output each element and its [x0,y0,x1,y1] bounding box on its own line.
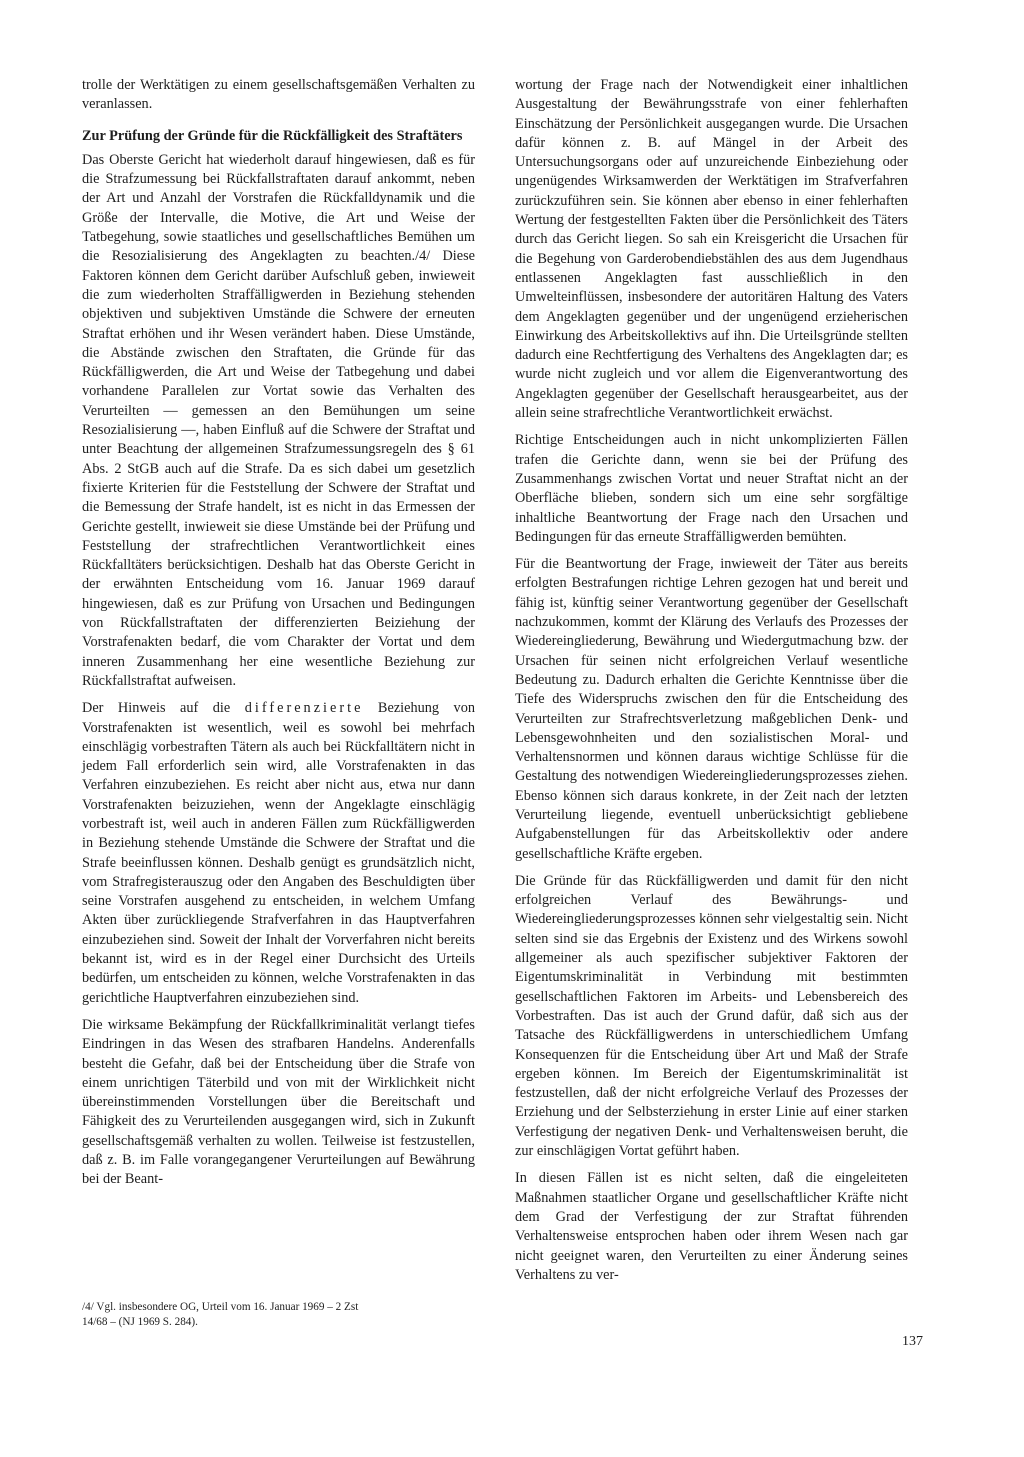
spaced-emphasis: differenzierte [244,700,364,717]
paragraph-verlauf-wiedereingliederung: Für die Beantwortung der Frage, inwieweit der Täter aus bereits erfolgten Bestrafungen richtige Lehren gezogen hat und bereit und fähig ist, künftig seiner Verantwortung gegenüber der Gesellschaft nachzukommen, kommt der Klärung des Verlaufs des Prozesses der Wiedereingliederung, Bewährung und Wiedergutmachung bzw. der Ursachen für seinen nicht erfolgreichen Verlauf wesentliche Bedeutung zu. Dadurch erhalten die Gerichte Kenntnisse über die Tiefe des Widerspruchs zwischen den für die Entscheidung des Verurteilten zur Strafrechtsverletzung maßgeblichen Denk- und Lebensgewohnheiten und den sozialistischen Moral- und Verhaltensnormen und können daraus wichtige Schlüsse für die Gestaltung des notwendigen Wiedereingliederungsprozesses ziehen. Ebenso können sich daraus konkrete, in der Zeit nach der letzten Verurteilung liegende, eventuell unberücksichtigt gebliebene Aufgabenstellungen für das Arbeitskollektiv oder andere gesellschaftliche Kräfte ergeben. [515,556,908,862]
paragraph-hinweis-start: Der Hinweis auf die [82,700,245,717]
paragraph-gruende-rueckfall: Die Gründe für das Rückfälligwerden und damit für den nicht erfolgreichen Verlauf des Bewährungs- und Wiedereingliederungsprozesses können sehr vielgestaltig sein. Nicht selten sind sie das Ergebnis der Existenz und des Wirkens sowohl allgemeiner als auch spezifischer subjektiver Faktoren der Eigentumskriminalität in Verbindung mit bestimmten gesellschaftlichen Faktoren im Arbeits- und Lebensbereich des Vorbestraften. Das ist auch der Grund dafür, daß sich aus der Tatsache des Rückfälligwerdens in unterschiedlichem Umfang Konsequenzen für die Entscheidung über Art und Maß der Strafe ergeben können. Im Bereich der Eigentumskriminalität ist festzustellen, daß der nicht erfolgreiche Verlauf des Prozesses der Erziehung und der Selbsterziehung in erster Linie auf einer starken Verfestigung der negativen Denk- und Verhaltensweisen beruht, die zur einschlägigen Vortat geführt haben. [515,872,908,1160]
paragraph-bekaempfung: Die wirksame Bekämpfung der Rückfallkriminalität verlangt tiefes Eindringen in das Wesen des strafbaren Handelns. Anderenfalls besteht die Gefahr, daß bei der Entscheidung über die Strafe von einem unrichtigen Täterbild und von mit der Wirklichkeit nicht übereinstimmenden Vorstellungen über die Bereitschaft und Fähigkeit des zu Verurteilenden ausgegangen wird, sich in Zukunft gesellschaftsgemäß verhalten zu wollen. Teilweise ist festzustellen, daß z. B. im Falle vorangegangener Verurteilungen auf Bewährung bei der Beant- [82,1016,475,1188]
footnote-line-1: /4/ Vgl. insbesondere OG, Urteil vom 16. Januar 1969 – 2 Zst [82,1301,359,1313]
page-number: 137 [902,1334,923,1349]
footnote-line-2: 14/68 – (NJ 1969 S. 284). [82,1316,198,1328]
right-column [515,76,908,1293]
paragraph-strafzumessung: Das Oberste Gericht hat wiederholt darauf hingewiesen, daß es für die Strafzumessung bei Rückfallstraftaten darauf ankommt, neben der Art und Anzahl der Vorstrafen die Rückfalldynamik und die Größe der Intervalle, die Motive, die Art und Weise der Tatbegehung, sowie staatliches und gesellschaftliches Bemühen um die Resozialisierung des Angeklagten zu beachten./4/ Diese Faktoren können dem Gericht darüber Aufschluß geben, inwieweit die zum wiederholten Straffälligwerden in Beziehung stehenden objektiven und subjektiven Umstände die Schwere der erneuten Straftat erhöhen und ihr Wesen verändert haben. Diese Umstände, die Abstände zwischen den Straftaten, die Gründe für das Rückfälligwerden, die Art und Weise der Tatbegehung und dabei vorhandene Parallelen zur Vortat sowie das Verhalten des Verurteilten — gemessen an den Bemühungen um seine Resozialisierung —, haben Einfluß auf die Schwere der Straftat und unter Beachtung der allgemeinen Strafzumessungsregeln des § 61 Abs. 2 StGB auch auf die Strafe. Da es sich dabei um gesetzlich fixierte Kriterien für die Feststellung der Schwere der Straftat und die Bemessung der Strafe handelt, ist es nicht in das Ermessen der Gerichte gestellt, inwieweit sie diese Umstände bei der Prüfung und Feststellung der strafrechtlichen Verantwortlichkeit eines Rückfalltäters berücksichtigen. Deshalb hat das Oberste Gericht in der erwähnten Entscheidung vom 16. Januar 1969 darauf hingewiesen, daß es zur Prüfung von Ursachen und Bedingungen von Rückfallstraftaten der differenzierten Beiziehung der Vorstrafenakten bedarf, die vom Charakter der Vortat und dem inneren Zusammenhang her eine wesentliche Beziehung zur Rückfallstraftat aufweisen. [82,151,475,689]
paragraph-richtige-entscheidungen: Richtige Entscheidungen auch in nicht unkomplizierten Fällen trafen die Gerichte dann, wenn sie bei der Prüfung des Zusammenhangs zwischen Vortat und neuer Straftat nicht an der Oberfläche blieben, sondern sich um eine sehr sorgfältige inhaltliche Beantwortung der Frage nach den Ursachen und Bedingungen für das erneute Straffälligwerden bemühten. [515,432,908,545]
footnote [82,1300,475,1330]
paragraph-hinweis [82,699,475,1008]
left-column [82,76,475,1198]
paragraph-hinweis-rest: Beziehung von Vorstrafenakten ist wesentlich, weil es sowohl bei mehrfach einschlägig vorbestraften Tätern als auch bei Rückfalltätern nicht in jedem Fall erforderlich sein wird, alle Vorstrafenakten in das Verfahren einzubeziehen. Es reicht aber nicht aus, etwa nur dann Vorstrafenakten beizuziehen, wenn der Angeklagte einschlägig vorbestraft ist, weil auch in anderen Fällen zum Rückfälligwerden in Beziehung stehende Umstände die Schwere der Straftat und die Strafe beeinflussen können. Deshalb genügt es grundsätzlich nicht, vom Strafregisterauszug oder den Angaben des Beschuldigten über seine Vorstrafen ausgehend zu entscheiden, in welchem Umfang Akten über zurückliegende Strafverfahren in das Hauptverfahren einzubeziehen sind. Soweit der Inhalt der Vorverfahren nicht bereits bekannt ist, wird es in der Regel einer Durchsicht des Urteils bedürfen, um entscheiden zu können, welche Vorstrafenakten in das gerichtliche Hauptverfahren einzubeziehen sind. [82,700,475,1006]
section-heading: Zur Prüfung der Gründe für die Rückfälligkeit des Straftäters [82,127,463,144]
paragraph-beantwortung: wortung der Frage nach der Notwendigkeit einer inhaltlichen Ausgestaltung der Bewährungsstrafe von einer fehlerhaften Einschätzung der Persönlichkeit ausgegangen wurde. Die Ursachen dafür können z. B. auf Mängel in der Arbeit des Untersuchungsorgans oder auf unzureichende Einbeziehung oder ungenügendes Wirksamwerden der Werktätigen im Strafverfahren zurückzuführen sein. Sie können aber ebenso in einer fehlerhaften Wertung der festgestellten Fakten über die Persönlichkeit des Täters durch das Gericht liegen. So sah ein Kreisgericht die Ursachen für die Begehung von Garderobendiebstählen des aus dem Jugendhaus entlassenen Angeklagten fast ausschließlich in den Umwelteinflüssen, insbesondere der autoritären Haltung des Vaters dem Angeklagten gegenüber und der ungenügend erzieherischen Einwirkung des Arbeitskollektivs auf ihn. Die Urteilsgründe stellten dadurch eine Rechtfertigung des Verhaltens des Angeklagten dar; es wurde nicht zugleich und vor allem die Eigenverantwortung des Angeklagten gegenüber der Gesellschaft herausgearbeitet, aus der allein seine strafrechtliche Verantwortlichkeit erwächst. [515,77,908,422]
paragraph-intro: trolle der Werktätigen zu einem gesellschaftsgemäßen Verhalten zu veranlassen. [82,77,475,113]
paragraph-massnahmen: In diesen Fällen ist es nicht selten, daß die eingeleiteten Maßnahmen staatlicher Organe und gesellschaftlicher Kräfte nicht dem Grad der Verfestigung der zur Straftat führenden Verhaltensweise entsprochen haben oder ihrem Wesen nach gar nicht geeignet waren, den Verurteilten zu einer Änderung seines Verhaltens zu ver- [515,1170,908,1283]
